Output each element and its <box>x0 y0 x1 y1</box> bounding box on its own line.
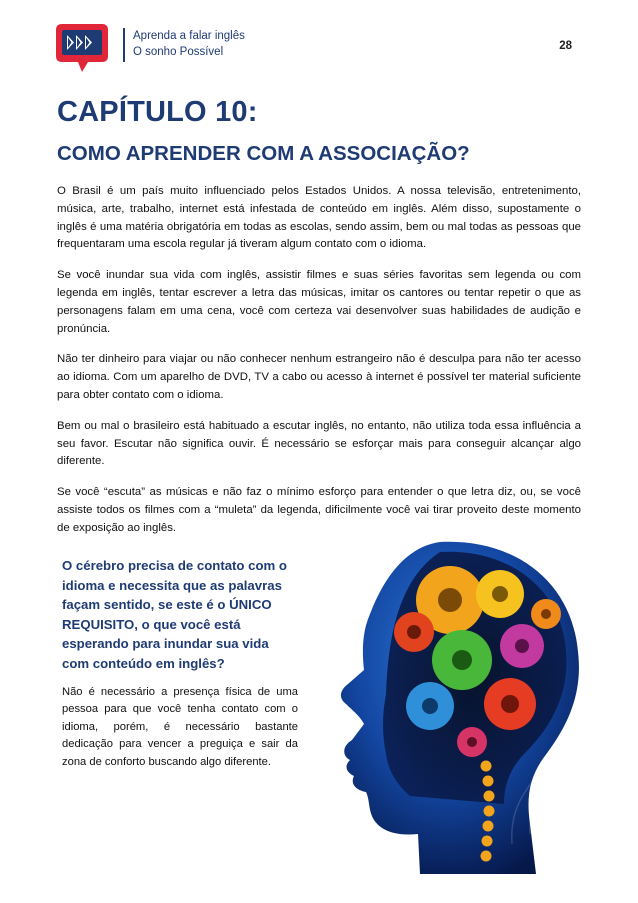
page-number: 28 <box>559 40 572 52</box>
paragraph: Não ter dinheiro para viajar ou não conhecer nenhum estrangeiro não é desculpa para não ter acesso ao idioma. Com um aparelho de DVD, TV a cabo ou acesso à internet é possível ter material suficiente para obter contato com o idioma. <box>57 353 581 401</box>
page-header <box>0 0 638 80</box>
callout-text: Não é necessário a presença física de uma pessoa para que você tenha contato com o idioma, porém, é necessário bastante dedicação para vencer a preguiça e sair da zona de conforto buscando algo diferente. <box>62 685 298 768</box>
chapter-title: CAPÍTULO 10: <box>57 96 258 128</box>
callout-box <box>62 556 298 772</box>
paragraph: Se você inundar sua vida com inglês, assistir filmes e suas séries favoritas sem legenda ou com legenda em inglês, tentar escrever a letra das músicas, imitar os cantores ou tentar repetir o que as personagens falam em uma cena, você com certeza vai desenvolver suas habilidades de audição e pronúncia. <box>57 269 581 335</box>
head-with-gears-illustration-icon <box>290 534 600 874</box>
paragraph: Bem ou mal o brasileiro está habituado a escutar inglês, no entanto, não utiliza toda essa influência a seu favor. Escutar não significa ouvir. É necessário se esforçar mais para conseguir alcançar algo diferente. <box>57 419 581 468</box>
chapter-subtitle: COMO APRENDER COM A ASSOCIAÇÃO? <box>57 142 470 165</box>
header-divider <box>123 28 125 62</box>
tagline-line-2: O sonho Possível <box>133 46 224 58</box>
paragraph: O Brasil é um país muito influenciado pelos Estados Unidos. A nossa televisão, entretenimento, música, arte, trabalho, internet está infestada de conteúdo em inglês. Além disso, supostamente o inglês é uma matéria obrigatória em todas as escolas, sendo assim, bem ou mal todas as pessoas que frequentaram uma escola regular já tiveram algum contato com o idioma. <box>57 185 581 251</box>
paragraph: Se você “escuta” as músicas e não faz o mínimo esforço para entender o que letra diz, ou, se você assiste todos os filmes com a “muleta” da legenda, dificilmente você vai tirar proveito deste momento de exposição ao inglês. <box>57 486 581 534</box>
header-tagline <box>133 28 245 60</box>
ddd-speech-bubble-logo-icon <box>54 20 110 74</box>
callout-headline: O cérebro precisa de contato com o idioma e necessita que as palavras façam sentido, se este é o ÚNICO REQUISITO, o que você está esperando para inundar sua vida com conteúdo em inglês? <box>62 558 287 671</box>
body-text <box>57 183 581 551</box>
tagline-line-1: Aprenda a falar inglês <box>133 30 245 42</box>
